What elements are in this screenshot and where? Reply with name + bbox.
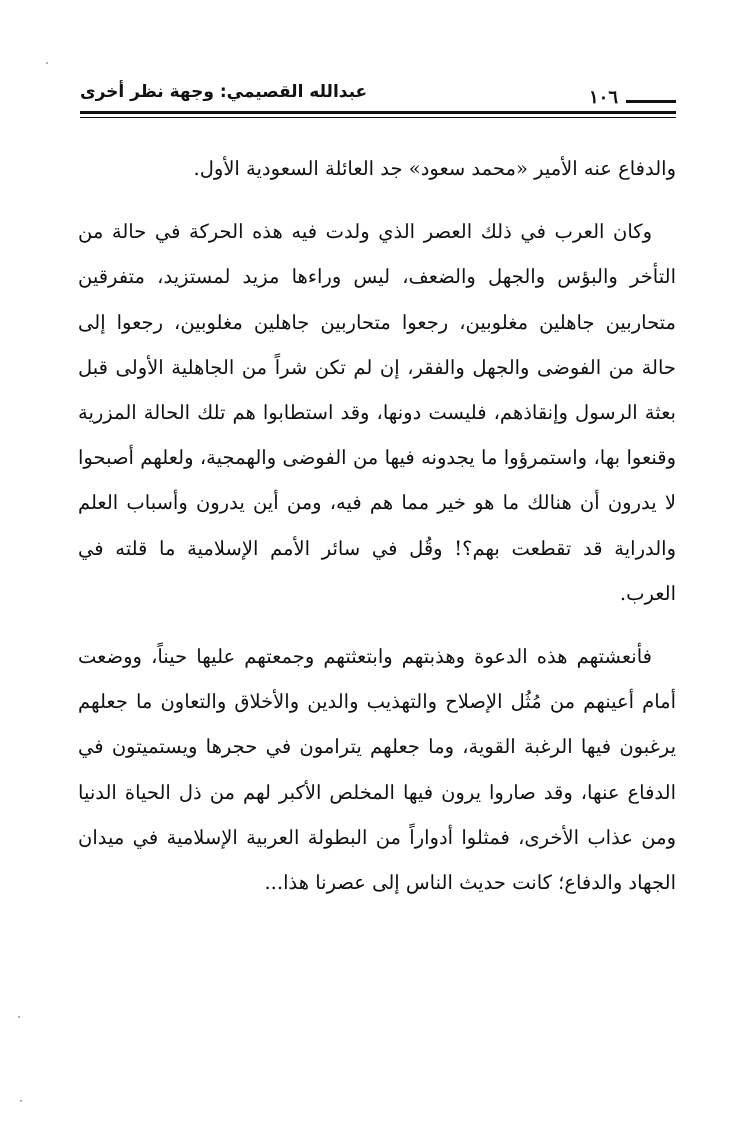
page-number: ١٠٦ xyxy=(588,87,618,108)
scan-speck xyxy=(18,1016,20,1018)
paragraph-1: والدفاع عنه الأمير «محمد سعود» جد العائلة السعودية الأول. xyxy=(193,157,676,180)
scan-speck xyxy=(46,62,48,64)
scan-speck xyxy=(20,1100,22,1102)
body-text xyxy=(78,146,676,905)
header-rule-thin xyxy=(80,117,676,118)
running-title: عبدالله القصيمي: وجهة نظر أخرى xyxy=(80,82,368,102)
header-rule-thick xyxy=(80,111,676,114)
page-header xyxy=(80,80,676,120)
paragraph-3: فأنعشتهم هذه الدعوة وهذبتهم وابتعثتهم وجمعتهم عليها حيناً، ووضعت أمام أعينهم من مُثُل الإصلاح والتهذيب والدين والأخلاق والتعاون ما جعلهم يرغبون فيها الرغبة القوية، وما جعلهم يترامون في حجرها ويستميتون في الدفاع عنها، وقد صاروا يرون فيها المخلص الأكبر لهم من ذل الحياة الدنيا ومن عذاب الأخرى، فمثلوا أدواراً من البطولة العربية الإسلامية في ميدان الجهاد والدفاع؛ كانت حديث الناس إلى عصرنا هذا... xyxy=(78,645,676,895)
page-number-rule xyxy=(626,100,676,103)
paragraph-2: وكان العرب في ذلك العصر الذي ولدت فيه هذه الحركة في حالة من التأخر والبؤس والجهل والضعف، ليس وراءها مزيد لمستزيد، متفرقين متحاربين جاهلين مغلوبين، رجعوا متحاربين جاهلين مغلوبين، رجعوا إلى حالة من الفوضى والجهل والفقر، إن لم تكن شراً من الجاهلية الأولى قبل بعثة الرسول وإنقاذهم، فليست دونها، وقد استطابوا هم تلك الحالة المزرية وقنعوا بها، واستمرؤوا ما يجدونه فيها من الفوضى والهمجية، ولعلهم أصبحوا لا يدرون أن هنالك ما هو خير مما هم فيه، ومن أين يدرون وأسباب العلم والدراية قد تقطعت بهم؟! وقُل في سائر الأمم الإسلامية ما قلته في العرب. xyxy=(78,220,676,605)
